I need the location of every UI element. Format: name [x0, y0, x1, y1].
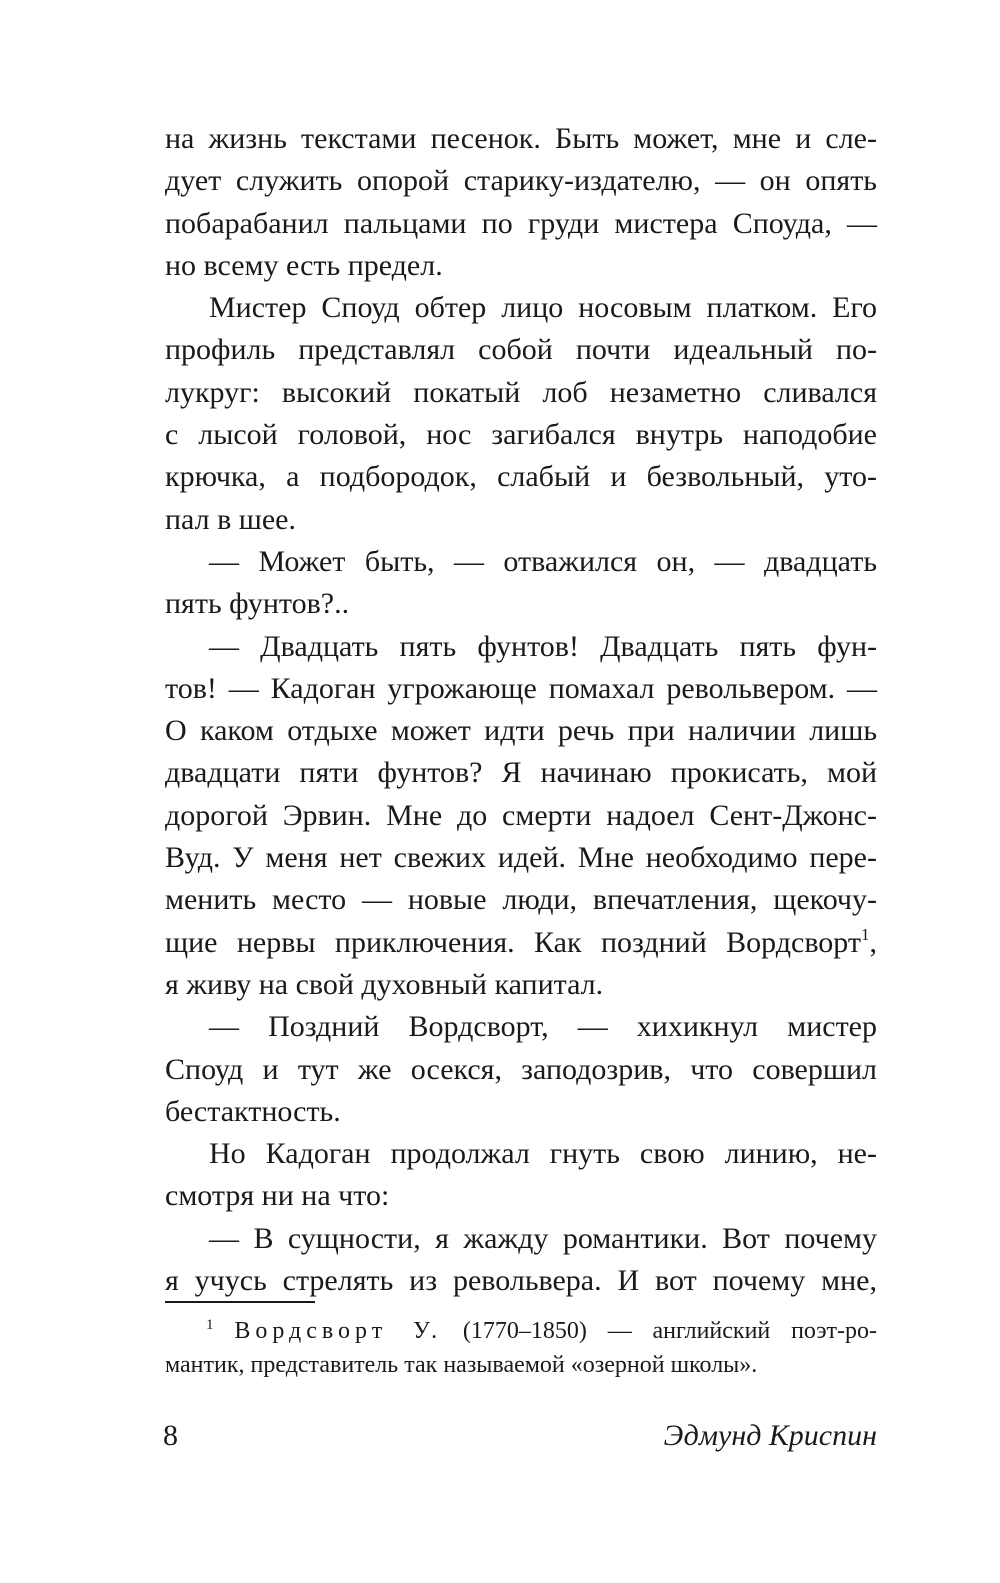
footnote-name: Вордсворт У. [234, 1318, 443, 1344]
text-line: я живу на свой духовный капитал. [165, 967, 604, 1001]
text-line: Мистер Споуд обтер лицо носовым платком. Его [209, 291, 877, 325]
footnote-line: мантик, представитель так называемой «озерной школы». [165, 1352, 758, 1378]
text-line: — Двадцать пять фунтов! Двадцать пять фун- [209, 629, 877, 663]
text-line: двадцати пяти фунтов? Я начинаю прокисать, мой [165, 756, 877, 790]
footnote-reference: 1 [861, 924, 870, 944]
text-line: смотря ни на что: [165, 1179, 390, 1213]
main-text [165, 118, 877, 1302]
text-line: крючка, а подбородок, слабый и безвольный, уто- [165, 460, 877, 494]
running-footer-author: Эдмунд Криспин [663, 1419, 877, 1452]
text-line: Но Кадоган продолжал гнуть свою линию, не- [209, 1137, 877, 1171]
text-line: пал в шее. [165, 502, 297, 536]
text-line: на жизнь текстами песенок. Быть может, мне и сле- [165, 122, 877, 155]
footnote-marker: 1 [206, 1317, 214, 1333]
text-line: — В сущности, я жажду романтики. Вот почему [209, 1221, 877, 1255]
footnote-text: (1770–1850) — английский поэт-ро- [442, 1318, 877, 1344]
text-line: бестактность. [165, 1094, 341, 1128]
footnote-reference-comma: , [869, 925, 877, 959]
text-line: Споуд и тут же осекся, заподозрив, что совершил [165, 1052, 877, 1086]
text-line: дует служить опорой старику-издателю, — он опять [165, 164, 877, 198]
text-line: дорогой Эрвин. Мне до смерти надоел Сент-Джонс- [165, 798, 877, 832]
text-line: Вуд. У меня нет свежих идей. Мне необходимо пере- [165, 841, 877, 875]
text-line: тов! — Кадоган угрожающе помахал револьвером. — [165, 671, 877, 705]
page-number: 8 [163, 1419, 178, 1452]
text-line-with-footnote-ref [165, 922, 877, 964]
footnote-divider [165, 1301, 315, 1303]
text-line-content: щие нервы приключения. Как поздний Вордсворт [165, 925, 861, 959]
text-line: — Может быть, — отважился он, — двадцать [209, 544, 877, 578]
text-line: — Поздний Вордсворт, — хихикнул мистер [209, 1010, 877, 1044]
text-line: менить место — новые люди, впечатления, щекочу- [165, 883, 877, 917]
text-line: профиль представлял собой почти идеальный по- [165, 333, 877, 367]
footnote-line [165, 1314, 877, 1348]
text-line: лукруг: высокий покатый лоб незаметно сливался [165, 375, 877, 409]
text-line: но всему есть предел. [165, 248, 443, 282]
text-line: я учусь стрелять из револьвера. И вот почему мне, [165, 1264, 877, 1298]
text-line: О каком отдыхе может идти речь при наличии лишь [165, 714, 877, 748]
text-line: с лысой головой, нос загибался внутрь наподобие [165, 418, 877, 452]
footnote [165, 1314, 877, 1382]
text-line: пять фунтов?.. [165, 587, 350, 621]
text-line: побарабанил пальцами по груди мистера Споуда, — [165, 206, 877, 240]
